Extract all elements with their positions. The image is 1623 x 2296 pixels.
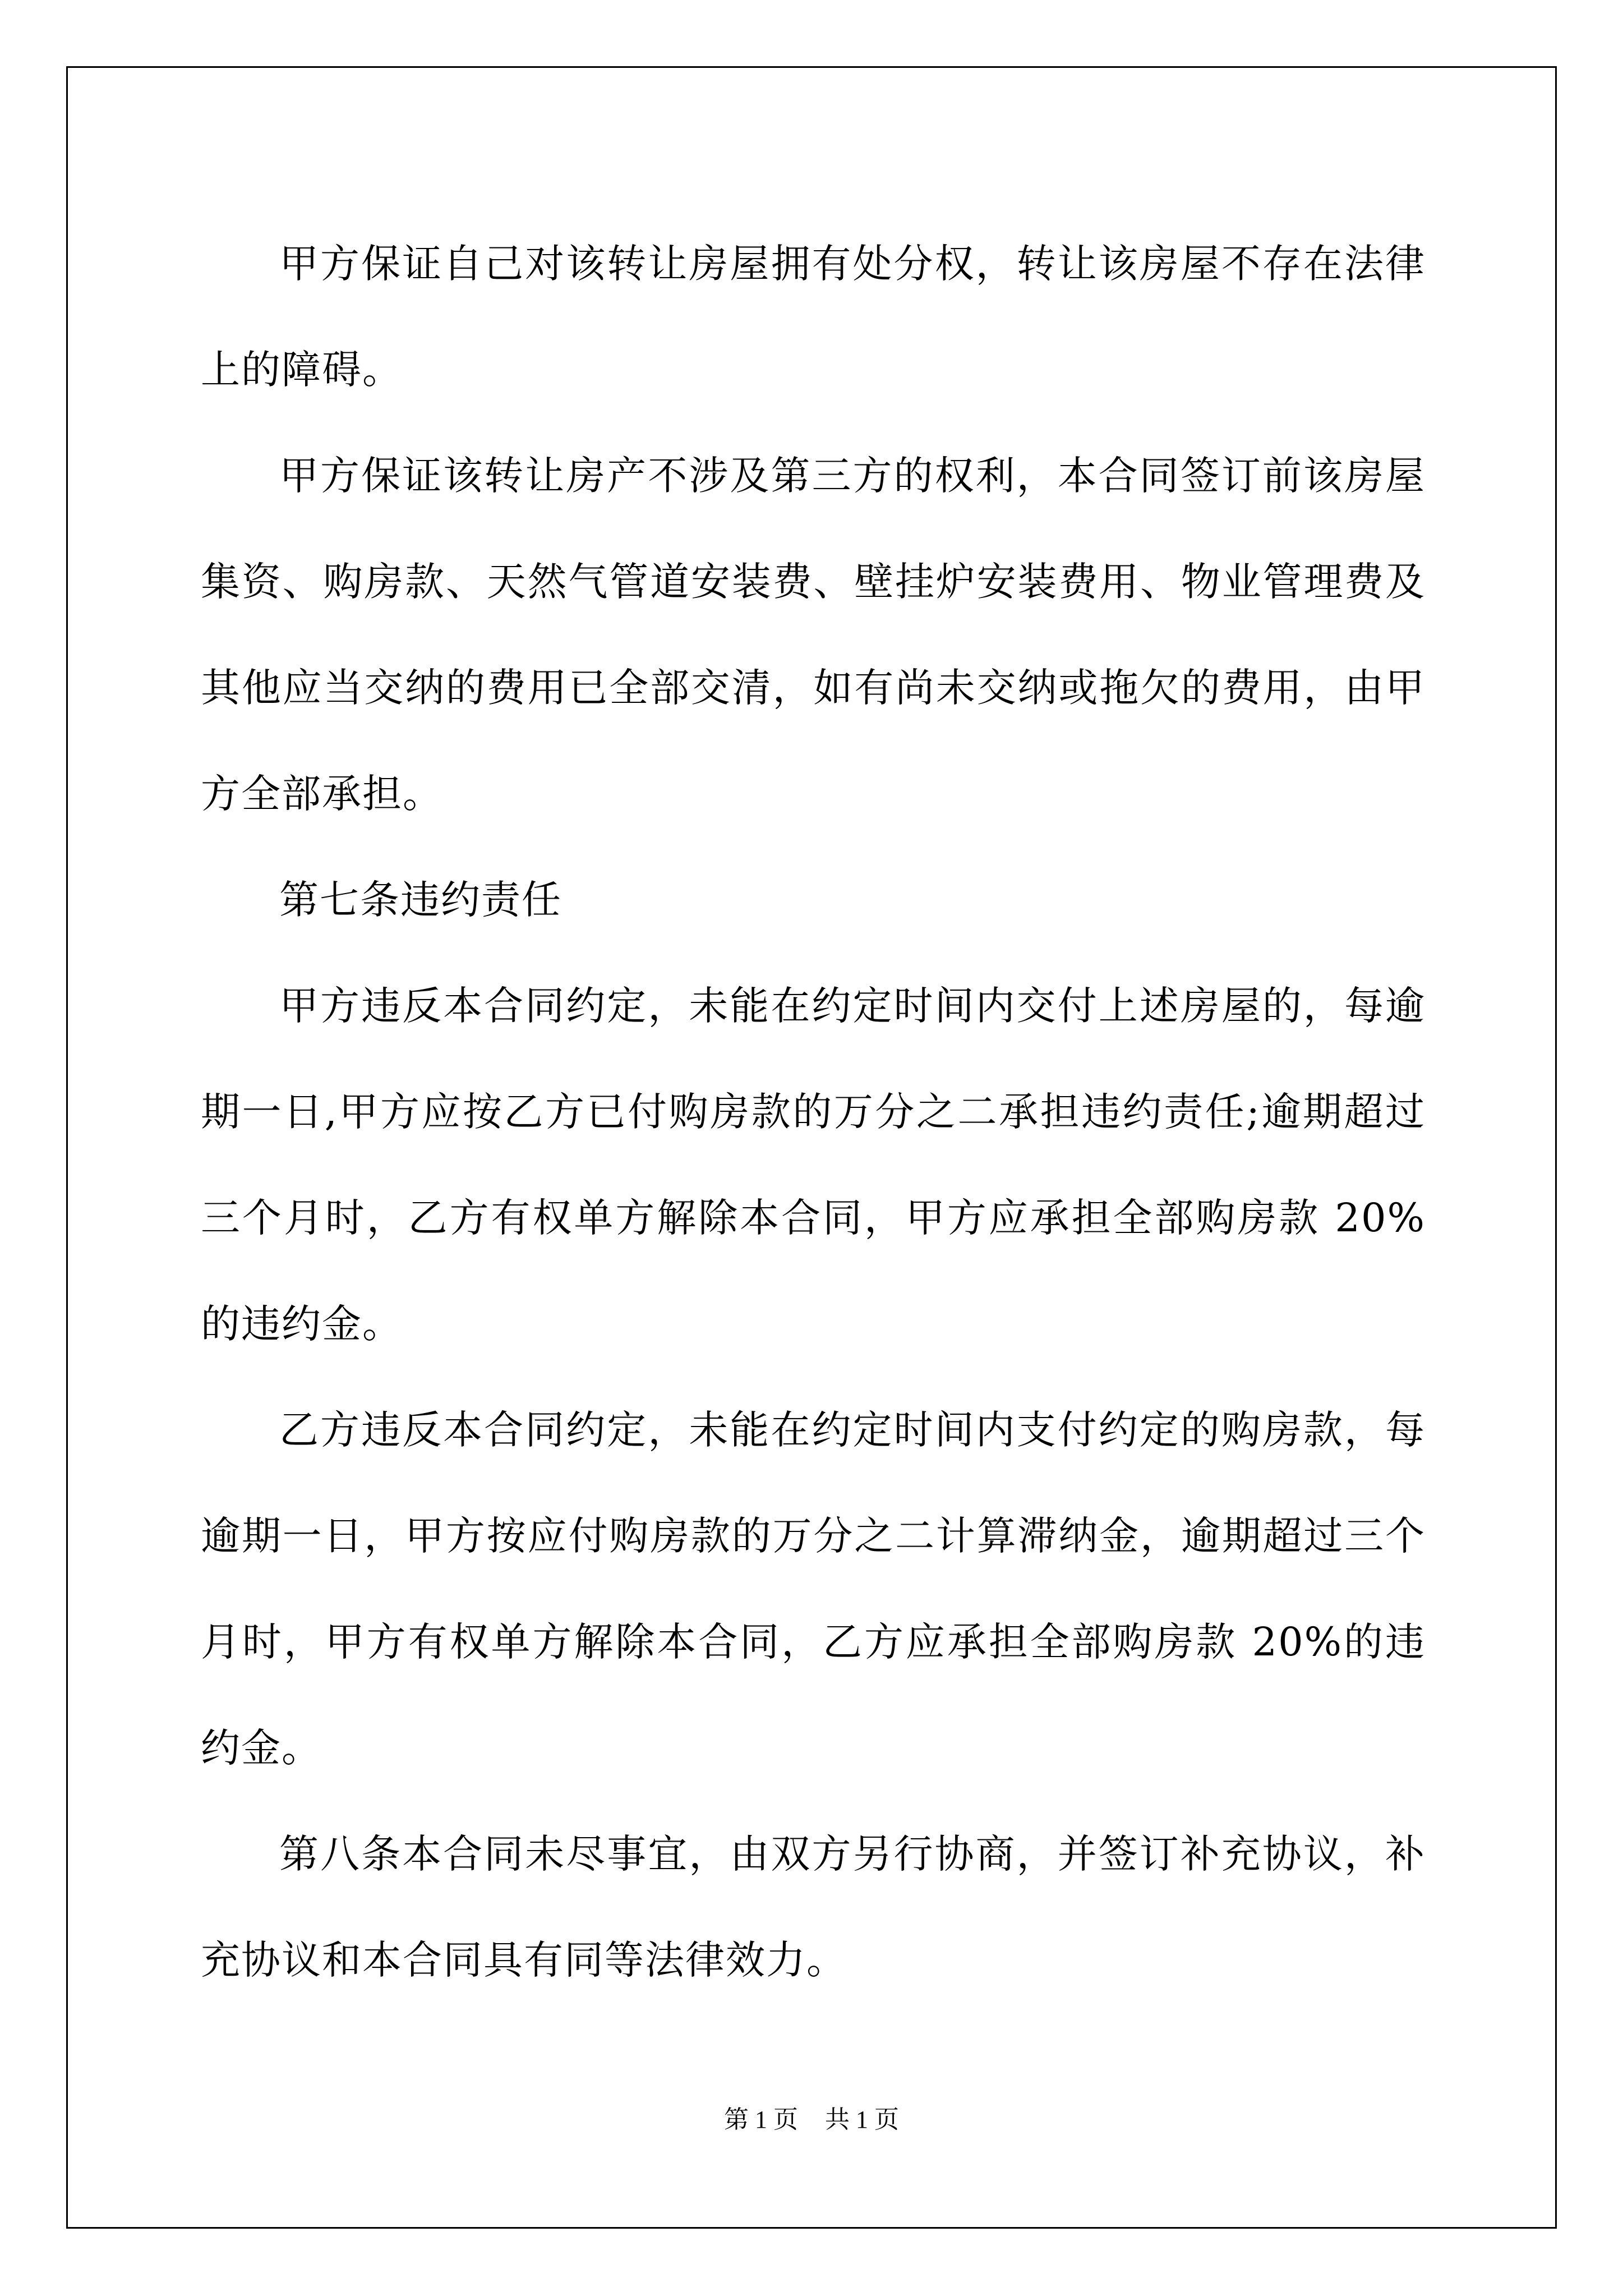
page-number: 第 1 页: [724, 2106, 798, 2133]
page-total: 共 1 页: [825, 2106, 899, 2133]
paragraph-seller-fees-guarantee: 甲方保证该转让房产不涉及第三方的权利，本合同签订前该房屋集资、购房款、天然气管道安装费、壁挂炉安装费用、物业管理费及其他应当交纳的费用已全部交清，如有尚未交纳或拖欠的费用，由甲方全部承担。: [201, 453, 1426, 817]
paragraph-seller-disposal-right: 甲方保证自己对该转让房屋拥有处分权，转让该房屋不存在法律上的障碍。: [201, 241, 1426, 393]
paragraph-article-8: 第八条本合同未尽事宜，由双方另行协商，并签订补充协议，补充协议和本合同具有同等法律效力。: [201, 1831, 1426, 1983]
paragraph-seller-breach: 甲方违反本合同约定，未能在约定时间内交付上述房屋的，每逾期一日,甲方应按乙方已付购房款的万分之二承担违约责任;逾期超过三个月时，乙方有权单方解除本合同，甲方应承担全部购房款 20%的违约金。: [201, 983, 1426, 1347]
section-heading-article-7: 第七条违约责任: [279, 877, 562, 923]
paragraph-buyer-breach: 乙方违反本合同约定，未能在约定时间内支付约定的购房款，每逾期一日，甲方按应付购房款的万分之二计算滞纳金，逾期超过三个月时，甲方有权单方解除本合同，乙方应承担全部购房款 20%的违约金。: [201, 1407, 1426, 1771]
page-footer: [0, 2099, 1623, 2135]
document-body: [201, 211, 1426, 2013]
